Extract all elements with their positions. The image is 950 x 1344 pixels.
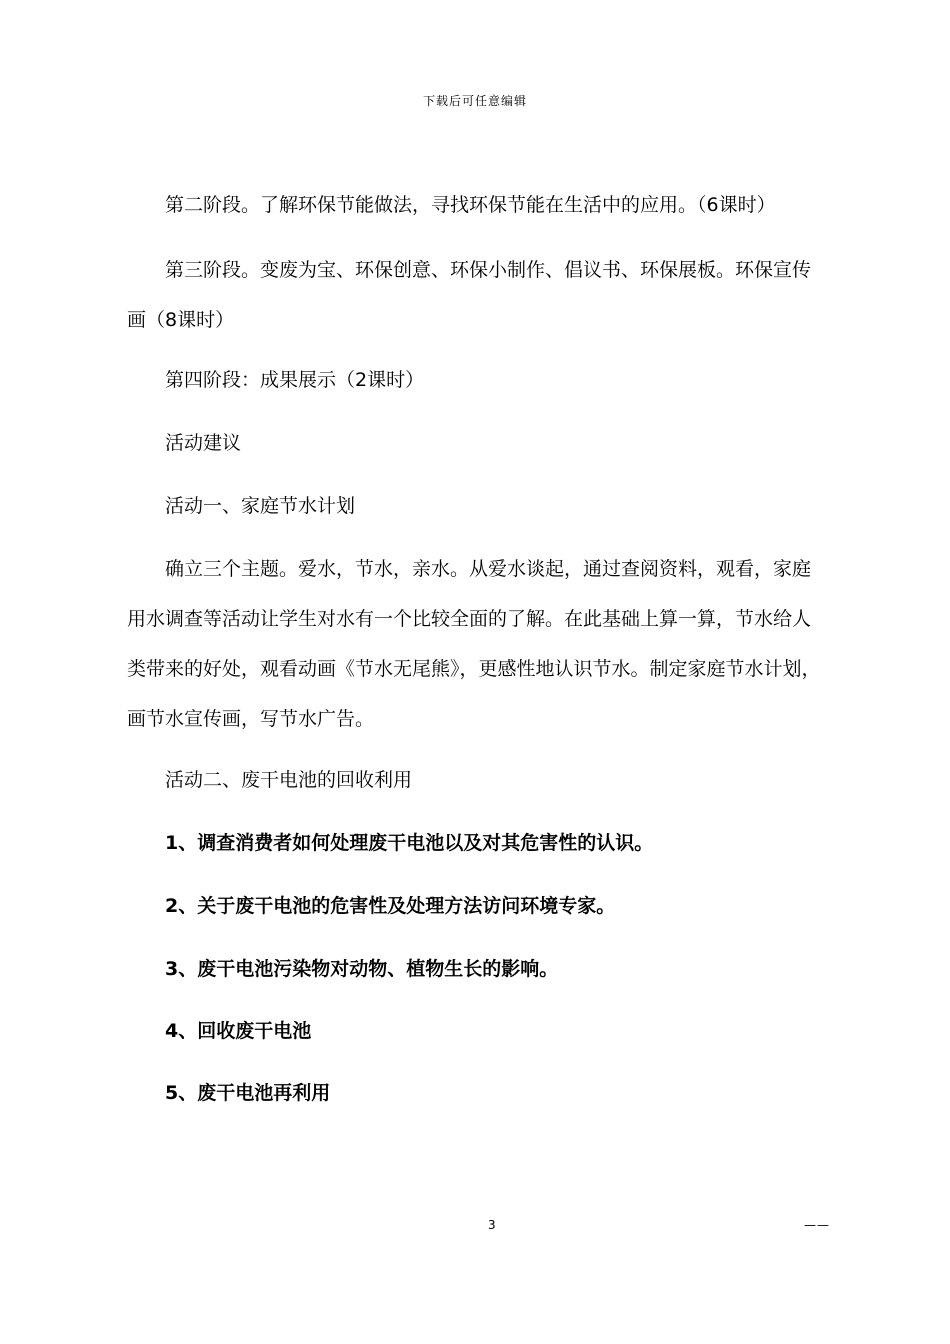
paragraph-activity-one-body: 确立三个主题。爱水，节水，亲水。从爱水谈起，通过查阅资料，观看，家庭用水调查等活动让学生对水有一个比较全面的了解。在此基础上算一算，节水给人类带来的好处，观看动画《节水无尾熊》，更感性地认识节水。制定家庭节水计划，画节水宣传画，写节水广告。 [127, 558, 821, 730]
list-item-5: 5、废干电池再利用 [165, 1082, 331, 1104]
heading-activity-two: 活动二、废干电池的回收利用 [165, 769, 413, 791]
list-item-2: 2、关于废干电池的危害性及处理方法访问环境专家。 [165, 895, 616, 917]
list-item-4: 4、回收废干电池 [165, 1020, 312, 1042]
page-number: 3 [488, 1218, 496, 1232]
list-item-3: 3、废干电池污染物对动物、植物生长的影响。 [165, 958, 559, 980]
page-header: 下载后可任意编辑 [422, 94, 527, 108]
paragraph-stage-two: 第二阶段。了解环保节能做法，寻找环保节能在生活中的应用。（6课时） [165, 194, 776, 216]
paragraph-stage-four: 第四阶段：成果展示（2课时） [165, 369, 425, 391]
paragraph-stage-three: 第三阶段。变废为宝、环保创意、环保小制作、倡议书、环保展板。环保宣传画（8课时） [127, 259, 812, 331]
heading-activity-one: 活动一、家庭节水计划 [165, 495, 356, 517]
footer-dash: —— [804, 1218, 830, 1232]
heading-activity-suggestions: 活动建议 [165, 432, 242, 454]
list-item-1: 1、调查消费者如何处理废干电池以及对其危害性的认识。 [165, 832, 654, 854]
